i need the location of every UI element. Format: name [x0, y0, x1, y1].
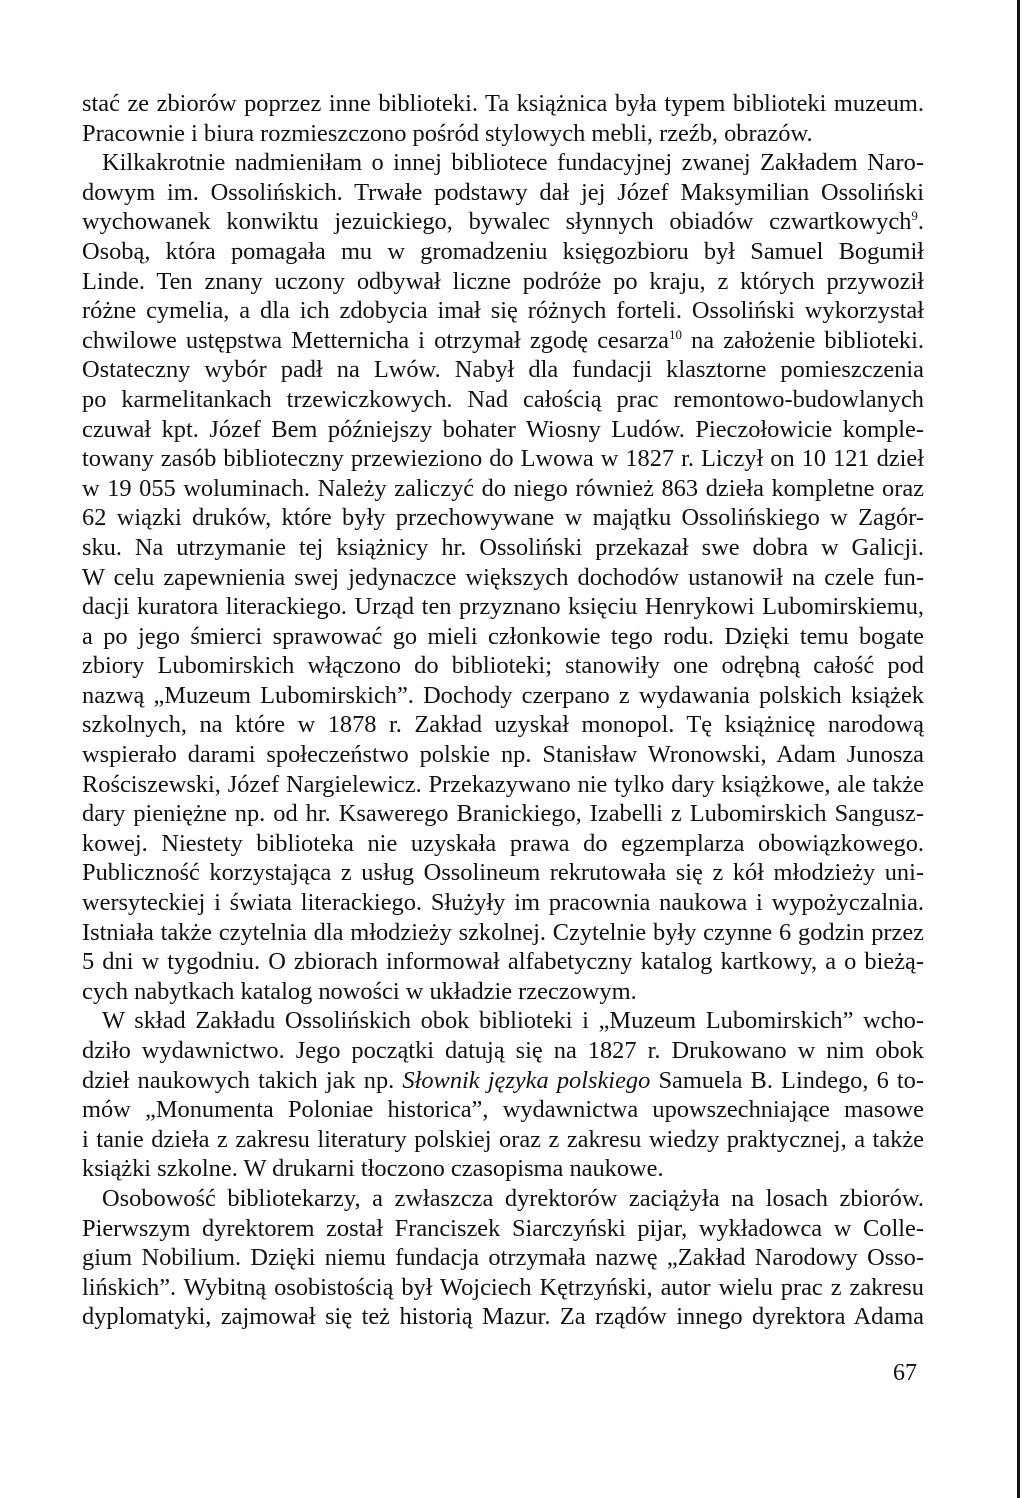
page-number: 67 — [893, 1360, 917, 1386]
text-line — [82, 858, 924, 888]
text-line — [82, 1006, 924, 1036]
text-segment: towany zasób biblioteczny przewieziono do Lwowa w 1827 r. Liczył on 10 121 dzieł — [82, 445, 924, 473]
text-line — [82, 710, 924, 740]
body-text — [82, 89, 924, 1332]
text-segment: zbiory Lubomirskich włączono do biblioteki; stanowiły one odrębną całość pod — [82, 652, 924, 680]
text-line — [82, 740, 924, 770]
text-segment: lińskich”. Wybitną osobistością był Wojciech Kętrzyński, autor wielu prac z zakresu — [82, 1273, 924, 1301]
text-segment: dziło wydawnictwo. Jego początki datują się na 1827 r. Drukowano w nim obok — [82, 1037, 924, 1064]
text-segment: mów „Monumenta Poloniae historica”, wydawnictwa upowszechniające masowe — [82, 1096, 924, 1124]
text-line — [82, 1125, 924, 1155]
text-segment: chwilowe ustępstwa Metternicha i otrzymał zgodę cesarza — [82, 326, 669, 354]
text-segment: książki szkolne. W drukarni tłoczono czasopisma naukowe. — [82, 1155, 664, 1183]
text-line — [82, 237, 924, 267]
text-line — [82, 1302, 924, 1332]
footnote-marker: 9 — [911, 208, 918, 224]
text-line — [82, 888, 924, 918]
footnote-marker: 10 — [668, 326, 682, 342]
text-line — [82, 1066, 924, 1096]
text-line — [82, 1243, 924, 1273]
text-segment: . — [917, 208, 924, 236]
text-line — [82, 1214, 924, 1244]
text-segment: stać ze zbiorów poprzez inne biblioteki. Ta książnica była typem biblioteki muzeum. — [82, 90, 924, 117]
text-line — [82, 829, 924, 859]
text-segment: dyplomatyki, zajmował się też historią Mazur. Za rządów innego dyrektora Adama — [82, 1303, 924, 1331]
text-line — [82, 178, 924, 208]
text-segment: Samuela B. Lindego, 6 to- — [650, 1066, 924, 1094]
text-segment: gium Nobilium. Dzięki niemu fundacja otrzymała nazwę „Zakład Narodowy Osso- — [82, 1244, 924, 1272]
text-segment: dzieł naukowych takich jak np. — [82, 1066, 403, 1094]
text-line — [82, 267, 924, 297]
text-segment: wspierało darami społeczeństwo polskie np. Stanisław Wronowski, Adam Junosza — [82, 741, 924, 769]
text-segment: W skład Zakładu Ossolińskich obok biblioteki i „Muzeum Lubomirskich” wcho- — [102, 1007, 924, 1035]
text-line — [82, 977, 924, 1007]
text-line — [82, 592, 924, 622]
text-segment: Ostateczny wybór padł na Lwów. Nabył dla fundacji klasztorne pomieszczenia — [82, 356, 924, 384]
text-line — [82, 563, 924, 593]
text-line — [82, 651, 924, 681]
text-segment: Rościszewski, Józef Nargielewicz. Przekazywano nie tylko dary książkowe, ale także — [82, 770, 924, 798]
text-segment: Istniała także czytelnia dla młodzieży szkolnej. Czytelnie były czynne 6 godzin przez — [82, 918, 924, 946]
text-segment: szkolnych, na które w 1878 r. Zakład uzyskał monopol. Tę książnicę narodową — [82, 711, 924, 739]
text-segment: czuwał kpt. Józef Bem późniejszy bohater Wiosny Ludów. Pieczołowicie komple- — [82, 415, 924, 443]
text-segment: a po jego śmierci sprawować go mieli członkowie tego rodu. Dzięki temu bogate — [82, 622, 924, 650]
text-segment: na założenie biblioteki. — [681, 326, 924, 354]
text-segment: kowej. Niestety biblioteka nie uzyskała prawa do egzemplarza obowiązkowego. — [82, 829, 924, 857]
text-line — [82, 207, 924, 237]
text-line — [82, 770, 924, 800]
text-line — [82, 1273, 924, 1303]
text-line — [82, 385, 924, 415]
page-edge-shadow — [1017, 0, 1020, 1498]
text-segment: Osobowość bibliotekarzy, a zwłaszcza dyrektorów zaciążyła na losach zbiorów. — [102, 1184, 924, 1212]
text-segment: w 19 055 woluminach. Należy zaliczyć do niego również 863 dzieła kompletne oraz — [82, 474, 924, 502]
text-segment: dary pieniężne np. od hr. Ksawerego Branickiego, Izabelli z Lubomirskich Sangusz- — [82, 800, 924, 828]
text-segment: sku. Na utrzymanie tej książnicy hr. Ossoliński przekazał swe dobra w Galicji. — [82, 533, 924, 561]
text-segment: W celu zapewnienia swej jedynaczce większych dochodów ustanowił na czele fun- — [82, 563, 924, 591]
text-line — [82, 947, 924, 977]
text-line — [82, 1154, 924, 1184]
text-segment: nazwą „Muzeum Lubomirskich”. Dochody czerpano z wydawania polskich książek — [82, 681, 924, 709]
text-segment: Linde. Ten znany uczony odbywał liczne podróże po kraju, z których przywoził — [82, 267, 924, 295]
text-segment: Pierwszym dyrektorem został Franciszek Siarczyński pijar, wykładowca w Colle- — [82, 1214, 924, 1242]
text-line — [82, 148, 924, 178]
text-line — [82, 503, 924, 533]
text-line — [82, 119, 924, 149]
text-line — [82, 326, 924, 356]
text-line — [82, 918, 924, 948]
text-segment: wychowanek konwiktu jezuickiego, bywalec słynnych obiadów czwartkowych — [82, 208, 912, 236]
text-line — [82, 355, 924, 385]
text-line — [82, 415, 924, 445]
text-segment: Osobą, która pomagała mu w gromadzeniu księgozbioru był Samuel Bogumił — [82, 237, 924, 265]
text-segment: dowym im. Ossolińskich. Trwałe podstawy dał jej Józef Maksymilian Ossoliński — [82, 178, 924, 206]
text-segment: 62 wiązki druków, które były przechowywane w majątku Ossolińskiego w Zagór- — [82, 504, 924, 532]
text-segment: i tanie dzieła z zakresu literatury polskiej oraz z zakresu wiedzy praktycznej, a także — [82, 1125, 924, 1153]
text-segment: Publiczność korzystająca z usług Ossolineum rekrutowała się z kół młodzieży uni- — [82, 859, 924, 887]
text-segment: dacji kuratora literackiego. Urząd ten przyznano księciu Henrykowi Lubomirskiemu, — [82, 593, 924, 621]
text-line — [82, 681, 924, 711]
text-segment: wersyteckiej i świata literackiego. Służyły im pracownia naukowa i wypożyczalnia. — [82, 889, 924, 917]
text-segment: 5 dni w tygodniu. O zbiorach informował alfabetyczny katalog kartkowy, a o bieżą- — [82, 948, 924, 976]
text-line — [82, 1184, 924, 1214]
text-segment: cych nabytkach katalog nowości w układzie rzeczowym. — [82, 977, 637, 1005]
text-line — [82, 1095, 924, 1125]
text-segment: różne cymelia, a dla ich zdobycia imał się różnych forteli. Ossoliński wykorzystał — [82, 297, 924, 325]
text-line — [82, 622, 924, 652]
text-line — [82, 1036, 924, 1066]
text-line — [82, 444, 924, 474]
text-line — [82, 533, 924, 563]
text-segment: Kilkakrotnie nadmieniłam o innej bibliotece fundacyjnej zwanej Zakładem Naro- — [102, 149, 924, 177]
text-line — [82, 799, 924, 829]
text-segment: Pracownie i biura rozmieszczono pośród stylowych mebli, rzeźb, obrazów. — [82, 119, 813, 147]
text-line — [82, 474, 924, 504]
italic-title: Słownik języka polskiego — [402, 1066, 651, 1094]
text-segment: po karmelitankach trzewiczkowych. Nad całością prac remontowo-budowlanych — [82, 385, 924, 413]
text-line — [82, 296, 924, 326]
text-line — [82, 89, 924, 119]
